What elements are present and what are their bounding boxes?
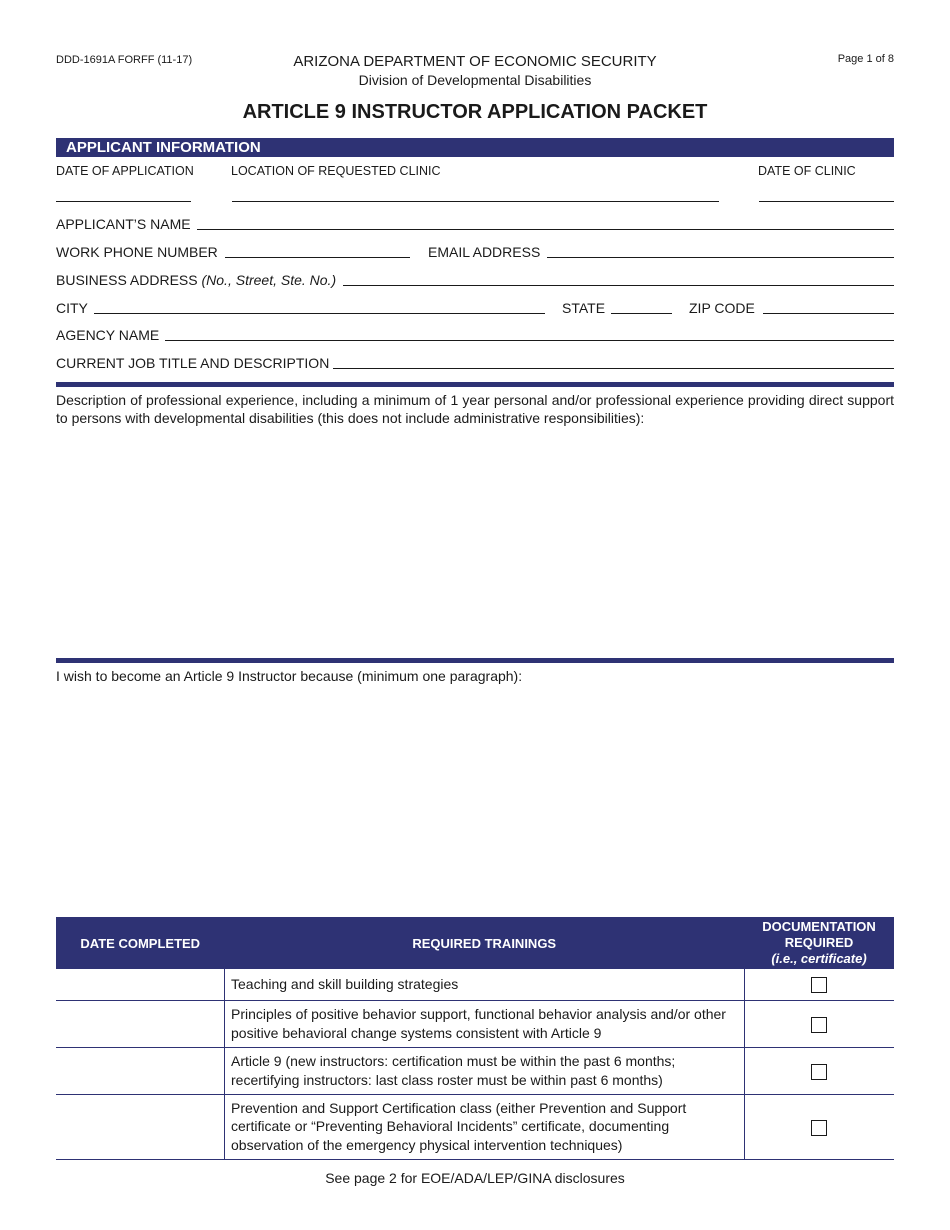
zip-code-field[interactable] (763, 313, 894, 314)
business-address-hint: (No., Street, Ste. No.) (201, 272, 337, 288)
job-title-field[interactable] (333, 368, 894, 369)
applicant-name-field[interactable] (197, 229, 894, 230)
training-cell: Article 9 (new instructors: certification must be within the past 6 months; recertifying instructors: last class roster must be within past 6 months) (225, 1047, 745, 1094)
date-of-application-field[interactable] (56, 201, 191, 202)
training-cell: Teaching and skill building strategies (225, 969, 745, 1000)
training-cell: Prevention and Support Certification class (either Prevention and Support certificate or “Preventing Behavioral Incidents” certificate, documenting observation of the emergency physical intervention techniques) (225, 1094, 745, 1159)
documentation-checkbox[interactable] (811, 1017, 827, 1033)
applicant-section-header: APPLICANT INFORMATION (56, 138, 894, 157)
date-completed-cell[interactable] (56, 1000, 225, 1047)
date-of-clinic-label: DATE OF CLINIC (758, 164, 856, 178)
date-completed-cell[interactable] (56, 1047, 225, 1094)
work-phone-label: WORK PHONE NUMBER (56, 244, 218, 260)
page-number: Page 1 of 8 (837, 53, 894, 65)
date-completed-header: DATE COMPLETED (56, 917, 225, 969)
documentation-checkbox[interactable] (811, 1064, 827, 1080)
documentation-checkbox[interactable] (811, 977, 827, 993)
required-trainings-table (56, 917, 894, 1160)
form-id: DDD-1691A FORFF (11-17) (56, 54, 193, 66)
documentation-cell (744, 1094, 894, 1159)
applicant-name-label: APPLICANT’S NAME (56, 216, 191, 232)
documentation-header-line2: REQUIRED (784, 935, 854, 950)
documentation-header-line3: (i.e., certificate) (771, 951, 867, 966)
table-row (56, 1094, 894, 1159)
city-field[interactable] (94, 313, 545, 314)
date-completed-cell[interactable] (56, 969, 225, 1000)
motivation-prompt: I wish to become an Article 9 Instructor because (minimum one paragraph): (56, 668, 523, 684)
date-of-application-label: DATE OF APPLICATION (56, 164, 194, 178)
email-field[interactable] (547, 257, 894, 258)
documentation-required-header (744, 917, 894, 969)
motivation-response-area[interactable] (56, 690, 894, 910)
business-address-text: BUSINESS ADDRESS (56, 272, 198, 288)
division-name: Division of Developmental Disabilities (358, 72, 592, 88)
section-divider (56, 658, 894, 663)
required-trainings-header: REQUIRED TRAININGS (225, 917, 745, 969)
table-row (56, 1047, 894, 1094)
table-row (56, 1000, 894, 1047)
training-cell: Principles of positive behavior support, functional behavior analysis and/or other positive behavioral change systems consistent with Article 9 (225, 1000, 745, 1047)
agency-name-field[interactable] (165, 340, 894, 341)
location-of-clinic-label: LOCATION OF REQUESTED CLINIC (231, 164, 441, 178)
work-phone-field[interactable] (225, 257, 410, 258)
date-of-clinic-field[interactable] (759, 201, 894, 202)
zip-code-label: ZIP CODE (689, 300, 755, 316)
section-divider (56, 382, 894, 387)
page-title: ARTICLE 9 INSTRUCTOR APPLICATION PACKET (242, 101, 708, 123)
job-title-label: CURRENT JOB TITLE AND DESCRIPTION (56, 355, 330, 371)
date-completed-cell[interactable] (56, 1094, 225, 1159)
documentation-cell (744, 1047, 894, 1094)
documentation-checkbox[interactable] (811, 1120, 827, 1136)
agency-name: ARIZONA DEPARTMENT OF ECONOMIC SECURITY (293, 53, 657, 70)
disclosure-note: See page 2 for EOE/ADA/LEP/GINA disclosures (325, 1170, 625, 1186)
experience-prompt: Description of professional experience, including a minimum of 1 year personal and/or professional experience providing direct support to persons with developmental disabilities (this does not include administrative responsibilities): (56, 392, 894, 426)
experience-response-area[interactable] (56, 430, 894, 652)
email-label: EMAIL ADDRESS (428, 244, 541, 260)
state-label: STATE (562, 300, 606, 316)
city-label: CITY (56, 300, 88, 316)
business-address-field[interactable] (343, 285, 894, 286)
agency-name-label: AGENCY NAME (56, 327, 160, 343)
business-address-label (56, 272, 336, 288)
location-of-clinic-field[interactable] (232, 201, 719, 202)
table-header-row (56, 917, 894, 969)
documentation-cell (744, 1000, 894, 1047)
documentation-header-line1: DOCUMENTATION (762, 919, 876, 934)
table-row (56, 969, 894, 1000)
documentation-cell (744, 969, 894, 1000)
state-field[interactable] (611, 313, 672, 314)
